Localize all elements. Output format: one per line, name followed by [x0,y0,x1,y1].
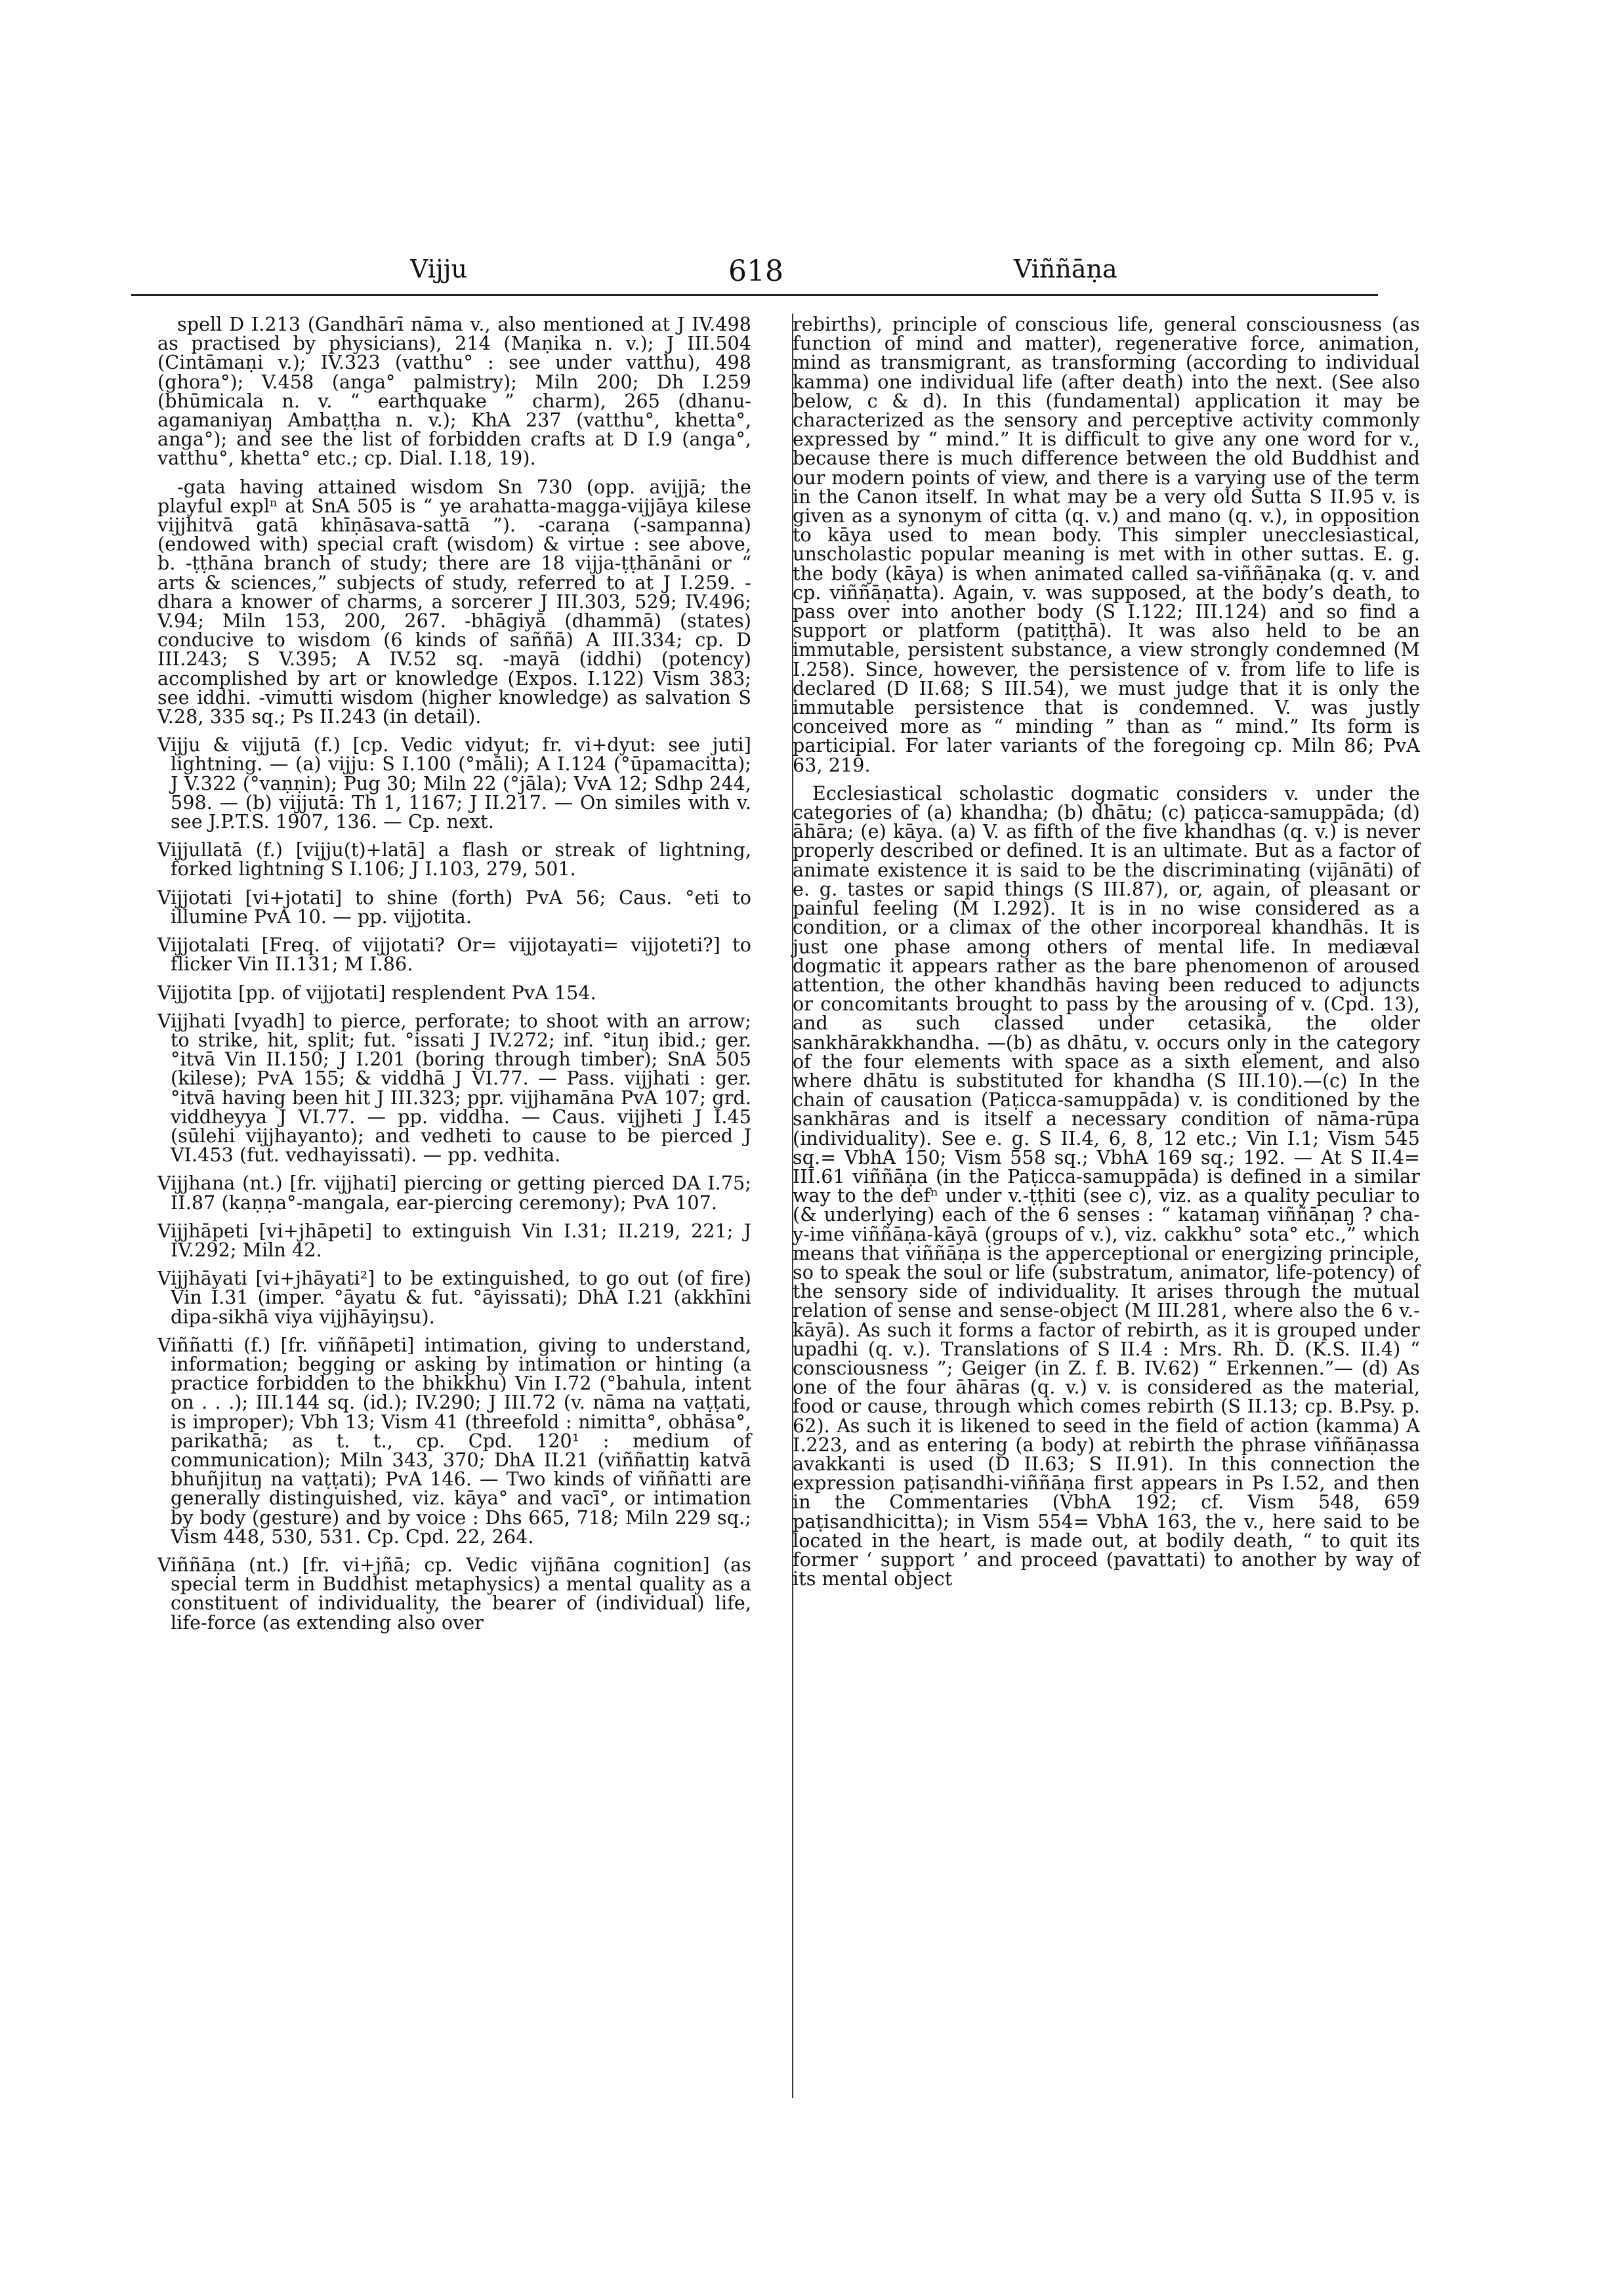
entry-vijjullata: Vijjullatā (f.) [vijju(t)+latā] a flash or streak of lightning, forked lightning S I.106; J I.103, 279, 501. [157,839,751,880]
entry-vijjhapeti: Vijjhāpeti [vi+jhāpeti] to extinguish Vin I.31; II.219, 221; J IV.292; Miln 42. [157,1220,751,1261]
header-left-guideword: Vijju [410,255,467,283]
entry-vijjhati: Vijjhati [vyadh] to pierce, perforate; to shoot with an arrow; to strike, hit, split; fut. °issati J IV.272; inf. °ituŋ ibid.; ger. °itvā Vin II.150; J I.201 (boring through timber); SnA 505 (kilese); PvA 155; & viddhā J VI.77. — Pass. vijjhati : ger. °itvā having been hit J III.323; ppr. vijjhamāna PvA 107; grd. viddheyya J VI.77. — pp. viddha. — Caus. vijjheti J I.45 (sūlehi vijjhayanto); and vedheti to cause to be pierced J VI.453 (fut. vedhayissati). — pp. vedhita. [157,1010,751,1167]
entry-vijjotati: Vijjotati [vi+jotati] to shine (forth) PvA 56; Caus. °eti to illumine PvA 10. — pp. vijjotita. [157,886,751,928]
entry-continuation: spell D I.213 (Gandhārī nāma v., also mentioned at J IV.498 as practised by physicians), 214 (Maṇika n. v.); J III.504 (Cintāmaṇi v.); IV.323 (vatthu° : see under vatthu), 498 (ghora°); V.458 (anga° palmistry); Miln 200; Dh I.259 (bhūmicala n. v. “ earthquake ” charm), 265 (dhanu-agamaniyaŋ Ambaṭṭha n. v.); KhA 237 (vatthu°, khetta°, anga°); and see the list of forbidden crafts at D I.9 (anga°, vatthu°, khetta° etc.; cp. Dial. I.18, 19). [157,314,751,470]
vinnana-continuation: rebirths), principle of conscious life, general consciousness (as function of mind and matter), regenerative force, animation, mind as transmigrant, as transforming (according to individual kamma) one individual life (after death) into the next. (See also below, c & d). In this (fundamental) application it may be characterized as the sensory and perceptive activity commonly expressed by “ mind.” It is difficult to give any one word for v., because there is much difference between the old Buddhist and our modern points of view, and there is a varying use of the term in the Canon itself. In what may be a very old Sutta S II.95 v. is given as a synonym of citta (q. v.) and mano (q. v.), in opposition to kāya used to mean body. This simpler unecclesiastical, unscholastic popular meaning is met with in other suttas. E. g. the body (kāya) is when animated called sa-viññāṇaka (q. v. and cp. viññāṇatta). Again, v. was supposed, at the body’s death, to pass over into another body (S I.122; III.124) and so find a support or platform (patiṭṭhā). It was also held to be an immutable, persistent substance, a view strongly condemned (M I.258). Since, however, the persistence of v. from life to life is declared (D II.68; S III.54), we must judge that it is only the immutable persistence that is condemned. V. was justly conceived more as “ minding ” than as “ mind.” Its form is participial. For later variants of the foregoing cp. Miln 86; PvA 63, 219. [793,314,1420,776]
running-header [131,255,1378,294]
entry-vinnana: Viññāṇa (nt.) [fr. vi+jñā; cp. Vedic vijñāna cognition] (as special term in Buddhist metaphysics) a mental quality as a constituent of individuality, the bearer of (individual) life, life-force (as extending also over [157,1554,751,1634]
right-column [793,315,1420,1588]
entry-vinnatti: Viññatti (f.) [fr. viññāpeti] intimation, giving to understand, information; begging or asking by intimation or hinting (a practice forbidden to the bhikkhu) Vin I.72 (°bahula, intent on . . .); III.144 sq. (id.); IV.290; J III.72 (v. nāma na vaṭṭati, is improper); Vbh 13; Vism 41 (threefold : nimitta°, obhāsa°, parikathā; as t. t., cp. Cpd. 120¹ : medium of communication); Miln 343, 370; DhA II.21 (viññattiŋ katvā bhuñjituŋ na vaṭṭati); PvA 146. — Two kinds of viññatti are generally distinguished, viz. kāya° and vacī°, or intimation by body (gesture) and by voice : Dhs 665, 718; Miln 229 sq.; Vism 448, 530, 531. Cp. Cpd. 22, 264. [157,1334,751,1548]
page-number: 618 [728,255,783,288]
entry-compounds: -gata having attained wisdom Sn 730 (opp. avijjā; the playful explⁿ at SnA 505 is “ ye arahatta-magga-vijjāya kilese vijjhitvā gatā khīṇāsava-sattā ”). -caraṇa (-sampanna) (endowed with) special craft (wisdom) & virtue : see above, b. -ṭṭhāna branch of study; there are 18 vijja-ṭṭhānāni or “ arts & sciences,” subjects of study, referred to at J I.259. -dhara a knower of charms, a sorcerer J III.303, 529; IV.496; V.94; Miln 153, 200, 267. -bhāgiyā (dhammā) (states) conducive to wisdom (6 kinds of saññā) A III.334; cp. D III.243; S V.395; A IV.52 sq. -mayā (iddhi) (potency) accomplished by art or knowledge (Expos. I.122) Vism 383; see iddhi. -vimutti wisdom (higher knowledge) as salvation S V.28, 335 sq.; Ps II.243 (in detail). [157,476,751,728]
header-right-guideword: Viññāṇa [1014,255,1117,283]
vinnana-ecclesiastical: Ecclesiastical scholastic dogmatic considers v. under the categories of (a) khandha; (b) dhātu; (c) paṭicca-samuppāda; (d) āhāra; (e) kāya. (a) V. as fifth of the five khandhas (q. v.) is never properly described or defined. It is an ultimate. But as a factor of animate existence it is said to be the discriminating (vijānāti) of e. g. tastes or sapid things (S III.87), or, again, of pleasant or painful feeling (M I.292). It is in no wise considered as a condition, or a climax of the other incorporeal khandhās. It is just one phase among others of mental life. In mediæval dogmatic it appears rather as the bare phenomenon of aroused attention, the other khandhās having been reduced to adjuncts or concomitants brought to pass by the arousing of v. (Cpd. 13), and as such classed under cetasikā, the older sankhārakkhandha. —(b) as dhātu, v. occurs only in the category of the four elements with space as a sixth element, and also where dhātu is substituted for khandha (S III.10).—(c) In the chain of causation (Paṭicca-samuppāda) v. is conditioned by the sankhāras and is itself a necessary condition of nāma-rūpa (individuality). See e. g. S II.4, 6, 8, 12 etc.; Vin I.1; Vism 545 sq.= VbhA 150; Vism 558 sq.; VbhA 169 sq.; 192. — At S II.4= III.61 viññāṇa (in the Paṭicca-samuppāda) is defined in a similar way to the defⁿ under v.-ṭṭhiti (see c), viz. as a quality peculiar to (& underlying) each of the 6 senses : “ katamaŋ viññāṇaŋ ? cha-y-ime viññāṇa-kāyā (groups of v.), viz. cakkhu° sota° etc.,” which means that viññāṇa is the apperceptional or energizing principle, so to speak the soul or life (substratum, animator, life-potency) of the sensory side of individuality. It arises through the mutual relation of sense and sense-object (M III.281, where also the 6 v.-kāyā). As such it forms a factor of rebirth, as it is grouped under upadhi (q. v.). Translations of S II.4 : Mrs. Rh. D. (K.S. II.4) “ consciousness ”; Geiger (in Z. f. B. IV.62) “ Erkennen.”— (d) As one of the four āhāras (q. v.) v. is considered as the material, food or cause, through which comes rebirth (S II.13; cp. B.Psy. p. 62). As such it is likened to seed in the field of action (kamma) A I.223, and as entering (a body) at rebirth the phrase viññāṇassa avakkanti is used (D II.63; S II.91). In this connection the expression paṭisandhi-viññāṇa first appears in Ps I.52, and then in the Commentaries (VbhA 192; cf. Vism 548, 659 paṭisandhicitta); in Vism 554= VbhA 163, the v., here said to be located in the heart, is made out, at bodily death, “ to quit its former ‘ support ’ and proceed (pavattati) to another by way of its mental object [793,782,1420,1590]
left-column [157,315,751,1632]
entry-vijjotita: Vijjotita [pp. of vijjotati] resplendent PvA 154. [157,982,596,1004]
entry-vijjotalati: Vijjotalati [Freq. of vijjotati? Or= vijjotayati= vijjoteti?] to flicker Vin II.131; M I.86. [157,934,751,976]
entry-vijju: Vijju & vijjutā (f.) [cp. Vedic vidyut; fr. vi+dyut: see juti] lightning. — (a) vijju: S I.100 (°māli); A I.124 (°ūpamacitta); J V.322 (°vaṇṇin); Pug 30; Miln 22 (°jāla); VvA 12; Sdhp 244, 598. — (b) vijjutā: Th 1, 1167; J II.217. — On similes with v. see J.P.T.S. 1907, 136. — Cp. next. [157,734,751,833]
entry-vijjhayati: Vijjhāyati [vi+jhāyati²] to be extinguished, to go out (of fire) Vin I.31 (imper. °āyatu & fut. °āyissati); DhA I.21 (akkhīni dipa-sikhā viya vijjhāyiŋsu). [157,1268,751,1328]
entry-vijjhana: Vijjhana (nt.) [fr. vijjhati] piercing or getting pierced DA I.75; II.87 (kaṇṇa°-mangala, ear-piercing ceremony); PvA 107. [157,1172,751,1214]
header-rule [131,294,1378,296]
